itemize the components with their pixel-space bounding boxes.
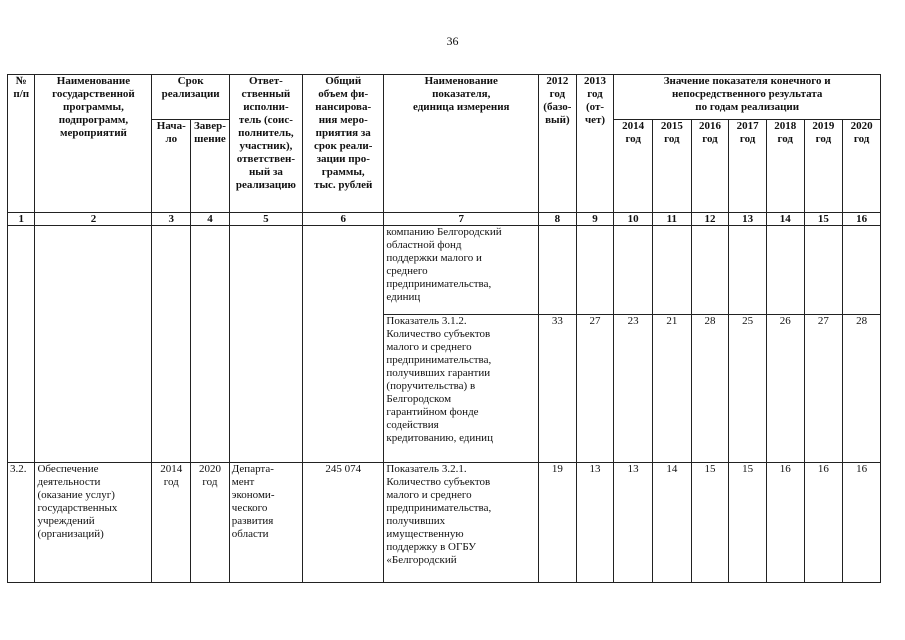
header-year-2012: 2012 год (базо- вый) [539, 75, 577, 213]
value-2013 [576, 226, 614, 315]
value-2020: 28 [843, 315, 881, 463]
value-2014: 23 [614, 315, 653, 463]
table-row [8, 226, 881, 315]
column-number: 15 [804, 213, 843, 226]
header-term-end: Завер- шение [191, 120, 230, 213]
value-2016: 15 [691, 463, 729, 582]
row-number: 3.2. [8, 463, 35, 582]
column-number: 12 [691, 213, 729, 226]
responsible-executor: Департа- мент экономи- ческого развития области [229, 463, 302, 582]
header-term: Срок реализации [152, 75, 229, 120]
indicator-name: Показатель 3.1.2. Количество субъектов малого и среднего предпринимательства, получивших гарантии (поручительства) в Белгородском гарантийном фонде содействия кредитованию, единиц [384, 315, 539, 463]
header-year-2017: 2017 год [729, 120, 767, 213]
table-row [8, 463, 881, 582]
value-2016 [691, 226, 729, 315]
header-year-2019: 2019 год [804, 120, 843, 213]
column-number: 9 [576, 213, 614, 226]
funding-amount: 245 074 [303, 463, 384, 582]
value-2016: 28 [691, 315, 729, 463]
header-year-2016: 2016 год [691, 120, 729, 213]
value-2020: 16 [843, 463, 881, 582]
column-number: 3 [152, 213, 191, 226]
value-2019: 16 [804, 463, 843, 582]
cell-empty [35, 226, 152, 463]
header-row-number: № п/п [8, 75, 35, 213]
column-number: 7 [384, 213, 539, 226]
header-total-funding: Общий объем фи- нансирова- ния меро- приятия за срок реали- зации про- граммы, тыс. рублей [303, 75, 384, 213]
header-responsible: Ответ- ственный исполни- тель (соис- полнитель, участник), ответствен- ный за реализацию [229, 75, 302, 213]
column-number: 10 [614, 213, 653, 226]
value-2015: 21 [653, 315, 692, 463]
value-2012: 19 [539, 463, 577, 582]
value-2018 [766, 226, 804, 315]
value-2012 [539, 226, 577, 315]
header-year-2015: 2015 год [653, 120, 692, 213]
value-2013: 27 [576, 315, 614, 463]
header-program-name: Наименование государственной программы, подпрограмм, мероприятий [35, 75, 152, 213]
value-2019: 27 [804, 315, 843, 463]
value-2017: 25 [729, 315, 767, 463]
column-number: 16 [843, 213, 881, 226]
measure-name: Обеспечение деятельности (оказание услуг) государственных учреждений (организаций) [35, 463, 152, 582]
cell-empty [303, 226, 384, 463]
value-2018: 16 [766, 463, 804, 582]
column-numbers-row [8, 213, 881, 226]
header-indicator-name: Наименование показателя, единица измерения [384, 75, 539, 213]
column-number: 4 [191, 213, 230, 226]
column-number: 11 [653, 213, 692, 226]
value-2017 [729, 226, 767, 315]
column-number: 14 [766, 213, 804, 226]
header-year-2018: 2018 год [766, 120, 804, 213]
header-year-2014: 2014 год [614, 120, 653, 213]
column-number: 8 [539, 213, 577, 226]
value-2019 [804, 226, 843, 315]
value-2018: 26 [766, 315, 804, 463]
value-2014 [614, 226, 653, 315]
table-bottom-edge [7, 582, 881, 583]
header-term-start: Нача- ло [152, 120, 191, 213]
term-end: 2020 год [191, 463, 230, 582]
program-table-sheet [7, 74, 881, 584]
column-number: 6 [303, 213, 384, 226]
cell-empty [191, 226, 230, 463]
header-values-by-year: Значение показателя конечного и непосредственного результата по годам реализации [614, 75, 881, 120]
value-2015: 14 [653, 463, 692, 582]
column-number: 1 [8, 213, 35, 226]
header-year-2013: 2013 год (от- чет) [576, 75, 614, 213]
value-2013: 13 [576, 463, 614, 582]
indicator-name: компанию Белгородский областной фонд поддержки малого и среднего предпринимательства, единиц [384, 226, 539, 315]
indicator-name: Показатель 3.2.1. Количество субъектов малого и среднего предпринимательства, получивших имущественную поддержку в ОГБУ «Белгородский [384, 463, 539, 582]
value-2017: 15 [729, 463, 767, 582]
value-2014: 13 [614, 463, 653, 582]
term-start: 2014 год [152, 463, 191, 582]
column-number: 5 [229, 213, 302, 226]
value-2020 [843, 226, 881, 315]
page-number: 36 [446, 34, 459, 48]
value-2015 [653, 226, 692, 315]
cell-empty [229, 226, 302, 463]
program-indicators-table [7, 74, 881, 582]
value-2012: 33 [539, 315, 577, 463]
header-year-2020: 2020 год [843, 120, 881, 213]
cell-empty [152, 226, 191, 463]
cell-empty [8, 226, 35, 463]
column-number: 2 [35, 213, 152, 226]
column-number: 13 [729, 213, 767, 226]
